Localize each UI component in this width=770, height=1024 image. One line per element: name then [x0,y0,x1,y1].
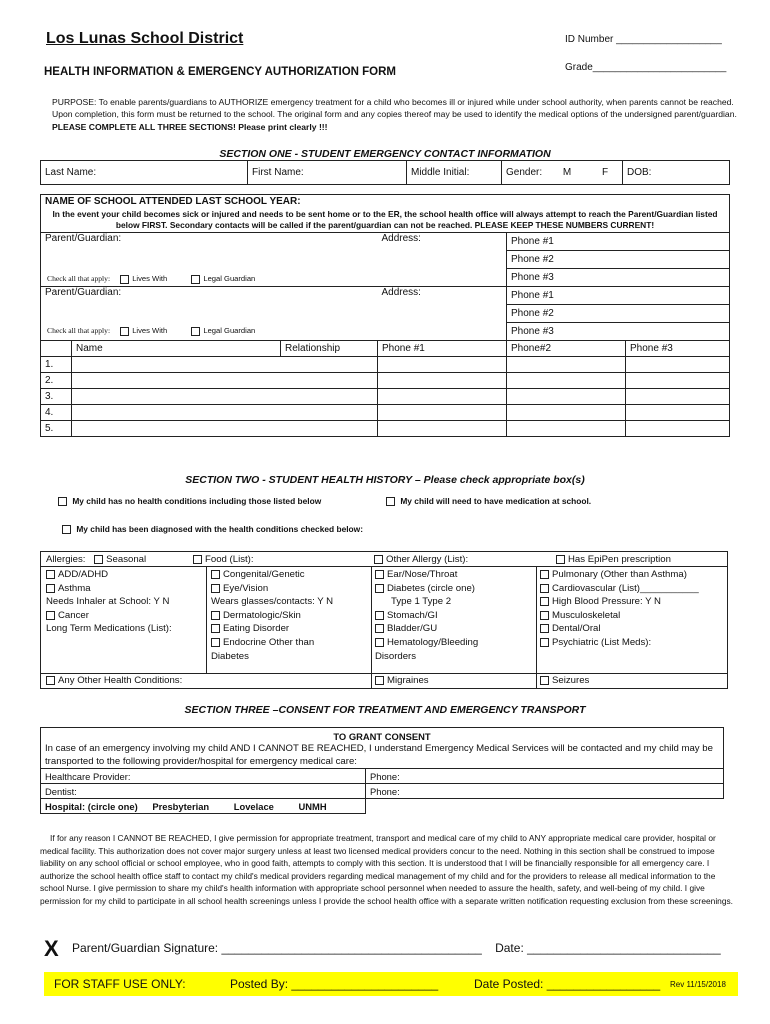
checkbox[interactable] [540,584,549,593]
condition-asthma[interactable] [46,582,204,596]
contact-row-2-phone1[interactable] [378,373,507,389]
checkbox[interactable] [375,584,384,593]
contact-row-3-phone2[interactable] [507,389,626,405]
signature-line[interactable] [44,936,721,962]
legal-guardian-label-1: Legal Guardian [203,274,256,283]
address-1[interactable] [378,233,507,287]
dentist-phone[interactable]: Phone: [366,784,724,799]
contact-row-2-phone3[interactable] [626,373,730,389]
epipen[interactable] [556,553,671,567]
no-conditions-option[interactable] [58,496,321,506]
student-info-table [40,160,730,185]
parent2-phone2[interactable]: Phone #2 [507,305,730,323]
condition-label: Asthma [58,582,91,594]
inhaler-question[interactable]: Needs Inhaler at School: Y N [46,596,170,608]
contact-row-number: 4. [41,405,72,421]
consent-text: In case of an emergency involving my child AND I CANNOT BE REACHED, I understand Emergency Medical Services will be contacted and my child may be transported to the following provider/hospital for emergency medical care: [41,742,724,769]
condition-label: Endocrine Other than [223,636,315,648]
parent1-phone2[interactable]: Phone #2 [507,251,730,269]
gender-field[interactable] [502,161,623,185]
check-options-2 [47,325,255,336]
other-allergy[interactable] [374,553,468,567]
contact-row-4-name[interactable] [72,405,378,421]
conditions-col-4 [540,568,726,650]
consent-paragraph: If for any reason I CANNOT BE REACHED, I give permission for appropriate treatment, transport and medical care of my child to ANY appropriate medical care provider, hospital or medical facility. This authorization does not cover major surgery unless at least two licensed medical providers concur to the need. Nothing in this section shall be construed to impose liability on any school official or school employee, who in good faith, attempts to comply with this section. It is understood that I will be financially responsible for all emergency care. I authorize the school health office staff to contact my child's medical providers regarding medical management of my child and for the providers to release all medical information to the school Nurse. I give permission to share my child's health information with appropriate school personnel when needed to assure the health, safety, and well-being of my child. I give permission for my child to participate in all school health screenings unless I provide the school health office with a separate written notification requesting exclusion from these screenings. [40,833,734,906]
first-name-field[interactable]: First Name: [248,161,407,185]
checkbox[interactable] [211,611,220,620]
checkbox[interactable] [375,638,384,647]
purpose-instruction: PLEASE COMPLETE ALL THREE SECTIONS! Please print clearly !!! [52,121,328,132]
checkbox[interactable] [540,611,549,620]
parent2-phone3[interactable]: Phone #3 [507,323,730,341]
district-title: Los Lunas School District [46,30,244,47]
condition-label: Eye/Vision [223,582,269,594]
condition-label: Dental/Oral [552,623,601,635]
to-grant-consent: TO GRANT CONSENT [41,728,724,743]
hospital-unmh[interactable]: UNMH [298,800,327,812]
allergies-label: Allergies: [46,554,86,565]
contact-row-2-phone2[interactable] [507,373,626,389]
other-conditions[interactable] [46,674,182,688]
food-allergy[interactable] [193,553,254,567]
contact-row-4-phone1[interactable] [378,405,507,421]
checkbox[interactable] [211,570,220,579]
condition-ent[interactable] [375,568,533,582]
contact-notice: In the event your child becomes sick or injured and needs to be sent home or to the ER, the school health office will always attempt to reach the Parent/Guardian listed below FIRST. Secondary contacts will be called if the parent/guardian can not be reached. PLEASE KEEP THESE NUMBERS CURRENT! [41,209,730,233]
condition-hematology-cont: Disorders [375,650,417,662]
checkbox[interactable] [46,611,55,620]
long-term-medications[interactable]: Long Term Medications (List): [46,623,172,635]
check-all-label-1: Check all that apply: [47,274,111,283]
condition-label: Stomach/GI [387,609,438,621]
parent2-phone1[interactable]: Phone #1 [507,287,730,305]
col-phone3: Phone #3 [626,341,730,357]
condition-hematology[interactable] [375,636,533,650]
other-conditions-label: Any Other Health Conditions: [58,675,183,686]
conditions-col-3 [375,568,533,663]
no-conditions-checkbox[interactable] [58,497,67,506]
condition-dermatologic[interactable] [211,609,369,623]
col-relationship: Relationship [281,341,378,357]
condition-migraines[interactable] [375,674,429,688]
condition-endocrine-cont: Diabetes [211,650,249,662]
condition-label: Psychiatric (List Meds): [552,636,652,648]
consent-table [40,727,724,814]
condition-musculoskeletal[interactable] [540,609,726,623]
condition-label: Congenital/Genetic [223,569,305,580]
middle-initial-field[interactable]: Middle Initial: [407,161,502,185]
lives-with-checkbox-1[interactable] [120,275,129,284]
lives-with-checkbox-2[interactable] [120,327,129,336]
condition-blood-pressure[interactable] [540,595,726,609]
address-2[interactable] [378,287,507,341]
checkbox[interactable] [211,638,220,647]
conditions-col-2 [211,568,369,663]
contact-row-1-phone1[interactable] [378,357,507,373]
checkbox[interactable] [211,624,220,633]
seizures-label: Seizures [552,675,590,686]
check-all-label-2: Check all that apply: [47,326,111,335]
condition-congenital[interactable] [211,568,369,582]
no-conditions-label: My child has no health conditions including those listed below [72,496,322,506]
condition-label: Ear/Nose/Throat [387,569,458,580]
condition-label: Dermatologic/Skin [223,609,301,621]
lives-with-label-2: Lives With [132,326,168,335]
empty-cell [366,799,724,814]
seizures-checkbox[interactable] [540,676,549,685]
condition-label: Cardiovascular (List)___________ [552,582,699,594]
migraines-checkbox[interactable] [375,676,384,685]
condition-label: Pulmonary (Other than Asthma) [552,569,687,580]
contact-row-5-phone1[interactable] [378,421,507,437]
condition-eye-vision[interactable] [211,582,369,596]
legal-guardian-checkbox-1[interactable] [191,275,200,284]
last-name-field[interactable]: Last Name: [41,161,248,185]
gender-f[interactable]: F [602,167,609,178]
section-two-heading: SECTION TWO - STUDENT HEALTH HISTORY – Please check appropriate box(s) [185,474,585,486]
parent1-phone1[interactable]: Phone #1 [507,233,730,251]
contact-row-5-phone2[interactable] [507,421,626,437]
address-2-label: Address: [381,287,421,298]
contact-row-number: 1. [41,357,72,373]
lives-with-label-1: Lives With [132,274,168,283]
hospital-field[interactable] [41,799,366,814]
legal-guardian-checkbox-2[interactable] [191,327,200,336]
health-conditions-box [40,551,728,689]
signature-label[interactable]: Parent/Guardian Signature: _______________________________________ [72,941,482,956]
condition-label: Cancer [58,609,89,621]
revision-date: Rev 11/15/2018 [670,980,726,989]
condition-diabetes[interactable] [375,582,533,596]
form-title: HEALTH INFORMATION & EMERGENCY AUTHORIZATION FORM [44,66,397,78]
checkbox[interactable] [540,570,549,579]
other-allergy-label: Other Allergy (List): [386,554,469,565]
contact-row-1-phone3[interactable] [626,357,730,373]
checkbox[interactable] [540,624,549,633]
col-phone1: Phone #1 [378,341,507,357]
diagnosed-label: My child has been diagnosed with the health conditions checked below: [76,524,363,534]
condition-cardiovascular[interactable] [540,582,726,596]
purpose-text [52,96,742,133]
condition-label: High Blood Pressure: Y N [552,596,661,608]
contact-row-1-phone2[interactable] [507,357,626,373]
condition-psychiatric[interactable] [540,636,726,650]
contact-row-4-phone2[interactable] [507,405,626,421]
other-conditions-checkbox[interactable] [46,676,55,685]
purpose-body: PURPOSE: To enable parents/guardians to AUTHORIZE emergency treatment for a child who becomes ill or injured while under school authority, when parents cannot be reached. Upon completion, this form must be returned to the school. The original form and any copies thereof may be used to identify the medical options of the undersigned parent/guardian. [52,97,737,120]
epipen-label: Has EpiPen prescription [568,554,671,565]
contact-row-3-name[interactable] [72,389,378,405]
col-name: Name [72,341,281,357]
healthcare-provider-phone[interactable]: Phone: [366,769,724,784]
posted-by-field[interactable]: Posted By: ______________________ [230,977,439,991]
id-number-field[interactable]: ID Number ___________________ [565,34,722,45]
medication-checkbox[interactable] [386,497,395,506]
condition-label: ADD/ADHD [58,569,109,580]
contact-row-4-phone3[interactable] [626,405,730,421]
healthcare-provider-field[interactable]: Healthcare Provider: [41,769,366,784]
allergies-row [46,553,146,567]
gender-m[interactable]: M [562,167,572,178]
hospital-presbyterian[interactable]: Presbyterian [152,800,210,812]
seasonal-label: Seasonal [106,554,147,565]
condition-label: Diabetes (circle one) [387,582,475,594]
grade-field[interactable]: Grade________________________ [565,62,727,73]
condition-label: Eating Disorder [223,623,290,635]
migraines-label: Migraines [387,675,429,686]
medication-option[interactable] [386,496,591,506]
checkbox[interactable] [375,624,384,633]
food-checkbox[interactable] [193,555,202,564]
contact-row-3-phone1[interactable] [378,389,507,405]
col-phone2: Phone#2 [507,341,626,357]
epipen-checkbox[interactable] [556,555,565,564]
dob-field[interactable]: DOB: [623,161,730,185]
school-attended-field[interactable]: NAME OF SCHOOL ATTENDED LAST SCHOOL YEAR: [41,195,730,209]
section-three-heading: SECTION THREE –CONSENT FOR TREATMENT AND EMERGENCY TRANSPORT [184,704,586,716]
diagnosed-option[interactable] [62,524,363,534]
condition-label: Bladder/GU [387,623,438,635]
contact-row-5-name[interactable] [72,421,378,437]
condition-endocrine[interactable] [211,636,369,650]
dentist-field[interactable]: Dentist: [41,784,366,799]
row-number-header [41,341,72,357]
conditions-col-1 [46,568,204,636]
medication-label: My child will need to have medication at school. [400,496,592,506]
condition-label: Hematology/Bleeding [387,636,479,648]
condition-label: Musculoskeletal [552,609,621,621]
contact-row-number: 3. [41,389,72,405]
signature-date[interactable]: Date: _____________________________ [495,941,721,956]
gender-label: Gender: [506,167,543,178]
section-one-heading: SECTION ONE - STUDENT EMERGENCY CONTACT INFORMATION [219,148,551,160]
parent-guardian-1[interactable] [41,233,378,287]
condition-dental[interactable] [540,622,726,636]
seasonal-checkbox[interactable] [94,555,103,564]
checkbox[interactable] [211,584,220,593]
parent-guardian-1-label: Parent/Guardian: [45,233,122,244]
condition-eating-disorder[interactable] [211,622,369,636]
diabetes-type[interactable]: Type 1 Type 2 [391,596,452,608]
contact-row-3-phone3[interactable] [626,389,730,405]
diagnosed-checkbox[interactable] [62,525,71,534]
checkbox[interactable] [540,638,549,647]
contact-row-2-name[interactable] [72,373,378,389]
checkbox[interactable] [375,570,384,579]
condition-pulmonary[interactable] [540,568,726,582]
condition-cancer[interactable] [46,609,204,623]
condition-bladder[interactable] [375,622,533,636]
checkbox[interactable] [46,584,55,593]
check-options-1 [47,273,255,284]
glasses-question[interactable]: Wears glasses/contacts: Y N [211,596,334,608]
food-label: Food (List): [205,554,254,565]
contacts-table [40,194,730,437]
condition-stomach[interactable] [375,609,533,623]
parent1-phone3[interactable]: Phone #3 [507,269,730,287]
legal-guardian-label-2: Legal Guardian [203,326,256,335]
parent-guardian-2[interactable] [41,287,378,341]
checkbox[interactable] [46,570,55,579]
parent-guardian-2-label: Parent/Guardian: [45,287,122,298]
staff-label: FOR STAFF USE ONLY: [54,977,186,991]
contact-row-5-phone3[interactable] [626,421,730,437]
date-posted-field[interactable]: Date Posted: _________________ [474,977,661,991]
checkbox[interactable] [375,611,384,620]
hospital-lovelace[interactable]: Lovelace [233,800,274,812]
address-1-label: Address: [381,233,421,244]
condition-add-adhd[interactable] [46,568,204,582]
contact-row-number: 5. [41,421,72,437]
hospital-label: Hospital: (circle one) [45,800,138,812]
contact-row-1-name[interactable] [72,357,378,373]
condition-seizures[interactable] [540,674,589,688]
other-allergy-checkbox[interactable] [374,555,383,564]
checkbox[interactable] [540,597,549,606]
staff-use-bar [44,972,738,996]
contact-row-number: 2. [41,373,72,389]
signature-x-mark: X [44,936,59,961]
